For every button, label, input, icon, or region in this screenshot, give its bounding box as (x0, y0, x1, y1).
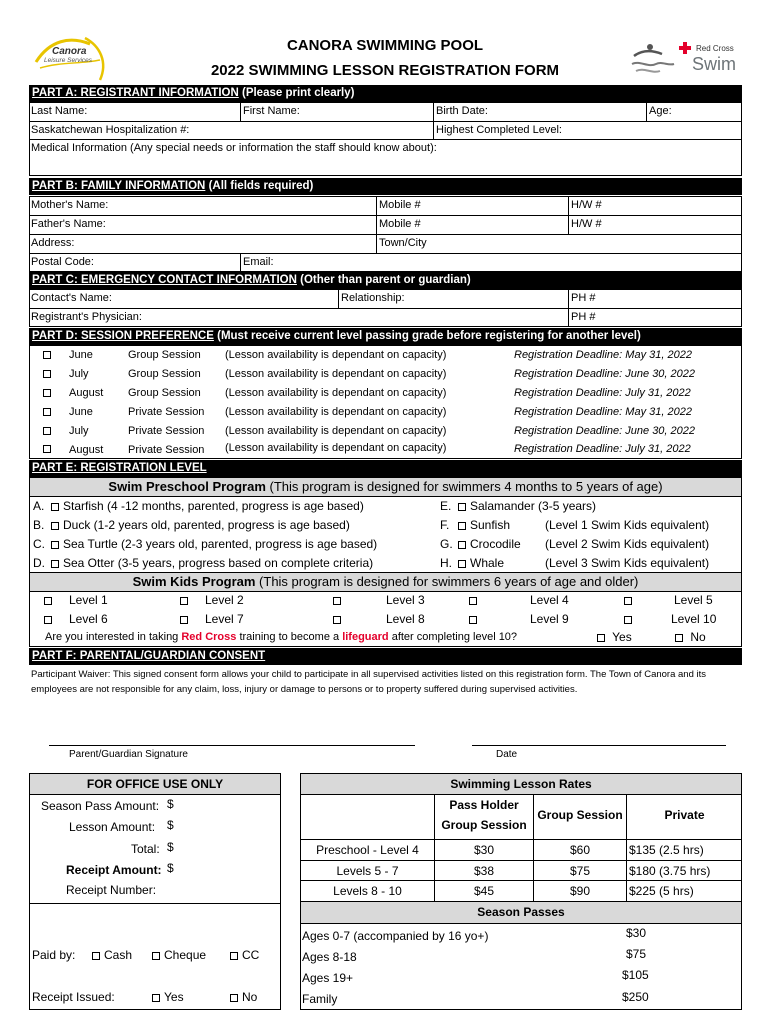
session-month: July (69, 425, 89, 437)
part-d-heading: PART D: SESSION PREFERENCE (Must receive current level passing grade before registering for another level) (29, 328, 742, 345)
hospitalization-field[interactable]: Saskatchewan Hospitalization #: (31, 124, 190, 136)
lifeguard-yes-checkbox[interactable] (597, 634, 605, 642)
part-b-heading: PART B: FAMILY INFORMATION (All fields required) (29, 178, 742, 195)
preschool-checkbox[interactable] (458, 503, 466, 511)
season-passes-title: Season Passes (301, 902, 741, 924)
contact-ph-field[interactable]: PH # (571, 292, 596, 304)
logo-left-line1: Canora (52, 46, 87, 57)
cheque-option[interactable]: Cheque (152, 948, 206, 962)
session-row (29, 366, 742, 385)
signature-line (49, 745, 415, 746)
date-label[interactable]: Date (496, 749, 518, 760)
level-label: Level 4 (530, 593, 569, 607)
receipt-yes-checkbox[interactable] (152, 994, 160, 1002)
session-row (29, 423, 742, 442)
physician-ph-field[interactable]: PH # (571, 311, 596, 323)
session-checkbox[interactable] (43, 445, 51, 453)
preschool-option[interactable]: H. Whale (440, 556, 505, 570)
kids-program-header: Swim Kids Program (This program is designed for swimmers 6 years of age and older) (30, 572, 741, 592)
mother-hw-field[interactable]: H/W # (571, 199, 602, 211)
session-type: Group Session (128, 349, 201, 361)
office-title: FOR OFFICE USE ONLY (30, 774, 280, 795)
cheque-checkbox[interactable] (152, 952, 160, 960)
session-checkbox[interactable] (43, 389, 51, 397)
highest-level-field[interactable]: Highest Completed Level: (436, 124, 562, 136)
level-option[interactable] (180, 593, 192, 607)
father-hw-field[interactable]: H/W # (571, 218, 602, 230)
father-name-field[interactable]: Father's Name: (31, 218, 106, 230)
contact-name-field[interactable]: Contact's Name: (31, 292, 112, 304)
col-pass-holder-line2: Group Session (441, 818, 527, 832)
mother-name-field[interactable]: Mother's Name: (31, 199, 109, 211)
cc-checkbox[interactable] (230, 952, 238, 960)
level-label: Level 6 (69, 612, 108, 626)
town-field[interactable]: Town/City (379, 237, 427, 249)
rate-group: $90 (569, 884, 591, 898)
session-note: (Lesson availability is dependant on capacity) (225, 387, 447, 399)
logo-left-line2: Leisure Services (44, 57, 93, 64)
session-month: August (69, 444, 104, 456)
level-label: Level 10 (671, 612, 717, 626)
level-option[interactable] (333, 612, 345, 626)
session-row (29, 347, 742, 366)
session-type: Group Session (128, 368, 201, 380)
first-name-field[interactable]: First Name: (243, 105, 300, 117)
mother-mobile-field[interactable]: Mobile # (379, 199, 421, 211)
physician-field[interactable]: Registrant's Physician: (31, 311, 142, 323)
birth-date-field[interactable]: Birth Date: (436, 105, 488, 117)
col-pass-holder-line1: Pass Holder (449, 798, 519, 812)
session-month: June (69, 406, 93, 418)
level-label: Level 1 (69, 593, 108, 607)
total-dollar[interactable]: $ (167, 840, 174, 854)
preschool-equivalent: (Level 2 Swim Kids equivalent) (545, 537, 710, 551)
session-checkbox[interactable] (43, 427, 51, 435)
session-note: (Lesson availability is dependant on capacity) (225, 368, 447, 380)
preschool-option[interactable]: F. Sunfish (440, 518, 511, 532)
preschool-checkbox[interactable] (51, 503, 59, 511)
session-type: Private Session (128, 425, 205, 437)
paid-by-label: Paid by: (32, 948, 76, 962)
part-a-heading: PART A: REGISTRANT INFORMATION (Please print clearly) (29, 85, 742, 102)
session-month: August (69, 387, 104, 399)
lifeguard-no-checkbox[interactable] (675, 634, 683, 642)
receipt-issued-label: Receipt Issued: (32, 990, 115, 1004)
session-row (29, 404, 742, 423)
pass-price: $30 (626, 926, 647, 940)
rate-pass-holder: $45 (473, 884, 495, 898)
receipt-amount-label: Receipt Amount: (66, 863, 162, 877)
total-label: Total: (131, 842, 160, 856)
level-label: Level 7 (205, 612, 244, 626)
session-note: (Lesson availability is dependant on capacity) (225, 349, 447, 361)
lifeguard-yes-option[interactable]: Yes (597, 630, 632, 644)
preschool-option[interactable]: D. Sea Otter (3-5 years, progress based on complete criteria) (33, 556, 374, 570)
title-line1: CANORA SWIMMING POOL (286, 37, 484, 54)
preschool-checkbox[interactable] (458, 541, 466, 549)
receipt-yes-option[interactable]: Yes (152, 990, 184, 1004)
col-group-session: Group Session (537, 808, 623, 822)
address-field[interactable]: Address: (31, 237, 75, 249)
level-checkbox[interactable] (624, 597, 632, 605)
rate-pass-holder: $30 (473, 843, 495, 857)
title-line2: 2022 SWIMMING LESSON REGISTRATION FORM (210, 62, 560, 79)
col-private: Private (664, 808, 705, 822)
pass-price: $105 (622, 968, 649, 982)
preschool-option[interactable]: C. Sea Turtle (2-3 years old, parented, progress is age based) (33, 537, 378, 551)
session-checkbox[interactable] (43, 351, 51, 359)
session-deadline: Registration Deadline: July 31, 2022 (514, 387, 691, 399)
pass-label: Ages 0-7 (accompanied by 16 yo+) (302, 929, 489, 943)
level-option[interactable] (44, 593, 56, 607)
level-option[interactable] (44, 612, 56, 626)
season-pass-amount-label: Season Pass Amount: (41, 799, 160, 813)
season-pass-dollar[interactable]: $ (167, 797, 174, 811)
preschool-option[interactable]: B. Duck (1-2 years old, parented, progress is age based) (33, 518, 350, 532)
preschool-checkbox[interactable] (51, 522, 59, 530)
rate-pass-holder: $38 (473, 864, 495, 878)
rate-private: $135 (2.5 hrs) (629, 843, 704, 857)
cash-option[interactable]: Cash (92, 948, 132, 962)
level-checkbox[interactable] (469, 616, 477, 624)
level-option[interactable] (180, 612, 192, 626)
last-name-field[interactable]: Last Name: (31, 105, 88, 117)
waiver-text: Participant Waiver: This signed consent form allows your child to participate in all supervised activities listed on this registration form. The Town of Canora and its employees are not responsible for any claim, loss, injury or damage to persons or to property suffered during supervised activities. (31, 669, 706, 695)
lesson-amount-dollar[interactable]: $ (167, 818, 174, 832)
logo-right-line1: Red Cross (696, 44, 734, 53)
age-field[interactable]: Age: (649, 105, 672, 117)
rates-title: Swimming Lesson Rates (301, 774, 741, 795)
level-option[interactable] (469, 593, 481, 607)
rate-row-label: Preschool - Level 4 (316, 843, 419, 857)
level-checkbox[interactable] (180, 616, 188, 624)
rate-row-label: Levels 8 - 10 (333, 884, 402, 898)
part-e-heading: PART E: REGISTRATION LEVEL (29, 460, 742, 477)
session-row (29, 385, 742, 404)
session-deadline: Registration Deadline: May 31, 2022 (514, 349, 692, 361)
rate-private: $225 (5 hrs) (629, 884, 694, 898)
level-label: Level 9 (530, 612, 569, 626)
session-deadline: Registration Deadline: July 31, 2022 (514, 443, 691, 455)
receipt-number-label[interactable]: Receipt Number: (66, 883, 157, 897)
level-checkbox[interactable] (180, 597, 188, 605)
level-option[interactable] (624, 593, 636, 607)
rate-row-label: Levels 5 - 7 (336, 864, 399, 878)
preschool-option[interactable]: A. Starfish (4 -12 months, parented, progress is age based) (33, 499, 364, 513)
signature-label[interactable]: Parent/Guardian Signature (69, 749, 188, 760)
session-deadline: Registration Deadline: June 30, 2022 (514, 368, 696, 380)
session-deadline: Registration Deadline: June 30, 2022 (514, 425, 696, 437)
level-option[interactable] (469, 612, 481, 626)
level-checkbox[interactable] (44, 616, 52, 624)
red-cross-logo (630, 38, 742, 78)
receipt-no-option[interactable]: No (230, 990, 257, 1004)
cash-checkbox[interactable] (92, 952, 100, 960)
session-month: June (69, 349, 93, 361)
session-checkbox[interactable] (43, 408, 51, 416)
medical-info-field[interactable]: Medical Information (Any special needs or information the staff should know about): (31, 142, 437, 154)
rate-private: $180 (3.75 hrs) (629, 864, 711, 878)
level-checkbox[interactable] (44, 597, 52, 605)
pass-label: Ages 19+ (302, 971, 354, 985)
pass-label: Family (302, 992, 338, 1006)
session-row (29, 441, 742, 460)
session-note: (Lesson availability is dependant on capacity) (225, 406, 447, 418)
logo-right-line2: Swim (692, 54, 736, 74)
session-type: Group Session (128, 387, 201, 399)
level-label: Level 5 (674, 593, 713, 607)
receipt-amount-dollar[interactable]: $ (167, 861, 174, 875)
session-type: Private Session (128, 406, 205, 418)
relationship-field[interactable]: Relationship: (341, 292, 405, 304)
preschool-checkbox[interactable] (458, 522, 466, 530)
level-checkbox[interactable] (469, 597, 477, 605)
pass-price: $75 (626, 947, 647, 961)
part-c-heading: PART C: EMERGENCY CONTACT INFORMATION (Other than parent or guardian) (29, 272, 742, 289)
level-checkbox[interactable] (333, 616, 341, 624)
level-option[interactable] (624, 612, 636, 626)
receipt-no-checkbox[interactable] (230, 994, 238, 1002)
canora-logo (30, 32, 122, 86)
part-f-heading: PART F: PARENTAL/GUARDIAN CONSENT (29, 648, 742, 665)
session-deadline: Registration Deadline: May 31, 2022 (514, 406, 692, 418)
preschool-equivalent: (Level 1 Swim Kids equivalent) (545, 518, 710, 532)
lifeguard-question: Are you interested in taking Red Cross training to become a lifeguard after completing level 10? (45, 631, 518, 643)
session-checkbox[interactable] (43, 370, 51, 378)
date-line (472, 745, 726, 746)
preschool-checkbox[interactable] (458, 560, 466, 568)
cc-option[interactable]: CC (230, 948, 259, 962)
preschool-checkbox[interactable] (51, 541, 59, 549)
level-option[interactable] (333, 593, 345, 607)
preschool-option[interactable]: E. Salamander (3-5 years) (440, 499, 597, 513)
postal-code-field[interactable]: Postal Code: (31, 256, 94, 268)
session-note: (Lesson availability is dependant on capacity) (225, 442, 447, 454)
session-type: Private Session (128, 444, 205, 456)
level-checkbox[interactable] (624, 616, 632, 624)
lifeguard-no-option[interactable]: No (675, 630, 706, 644)
preschool-checkbox[interactable] (51, 560, 59, 568)
rate-group: $60 (569, 843, 591, 857)
father-mobile-field[interactable]: Mobile # (379, 218, 421, 230)
level-label: Level 3 (386, 593, 425, 607)
preschool-equivalent: (Level 3 Swim Kids equivalent) (545, 556, 710, 570)
level-label: Level 8 (386, 612, 425, 626)
level-checkbox[interactable] (333, 597, 341, 605)
pass-label: Ages 8-18 (302, 950, 357, 964)
preschool-option[interactable]: G. Crocodile (440, 537, 521, 551)
pass-price: $250 (622, 990, 649, 1004)
preschool-program-header: Swim Preschool Program (This program is designed for swimmers 4 months to 5 years of age) (30, 478, 741, 497)
email-field[interactable]: Email: (243, 256, 274, 268)
lesson-amount-label: Lesson Amount: (69, 820, 156, 834)
rate-group: $75 (569, 864, 591, 878)
session-month: July (69, 368, 89, 380)
session-note: (Lesson availability is dependant on capacity) (225, 425, 447, 437)
level-label: Level 2 (205, 593, 244, 607)
